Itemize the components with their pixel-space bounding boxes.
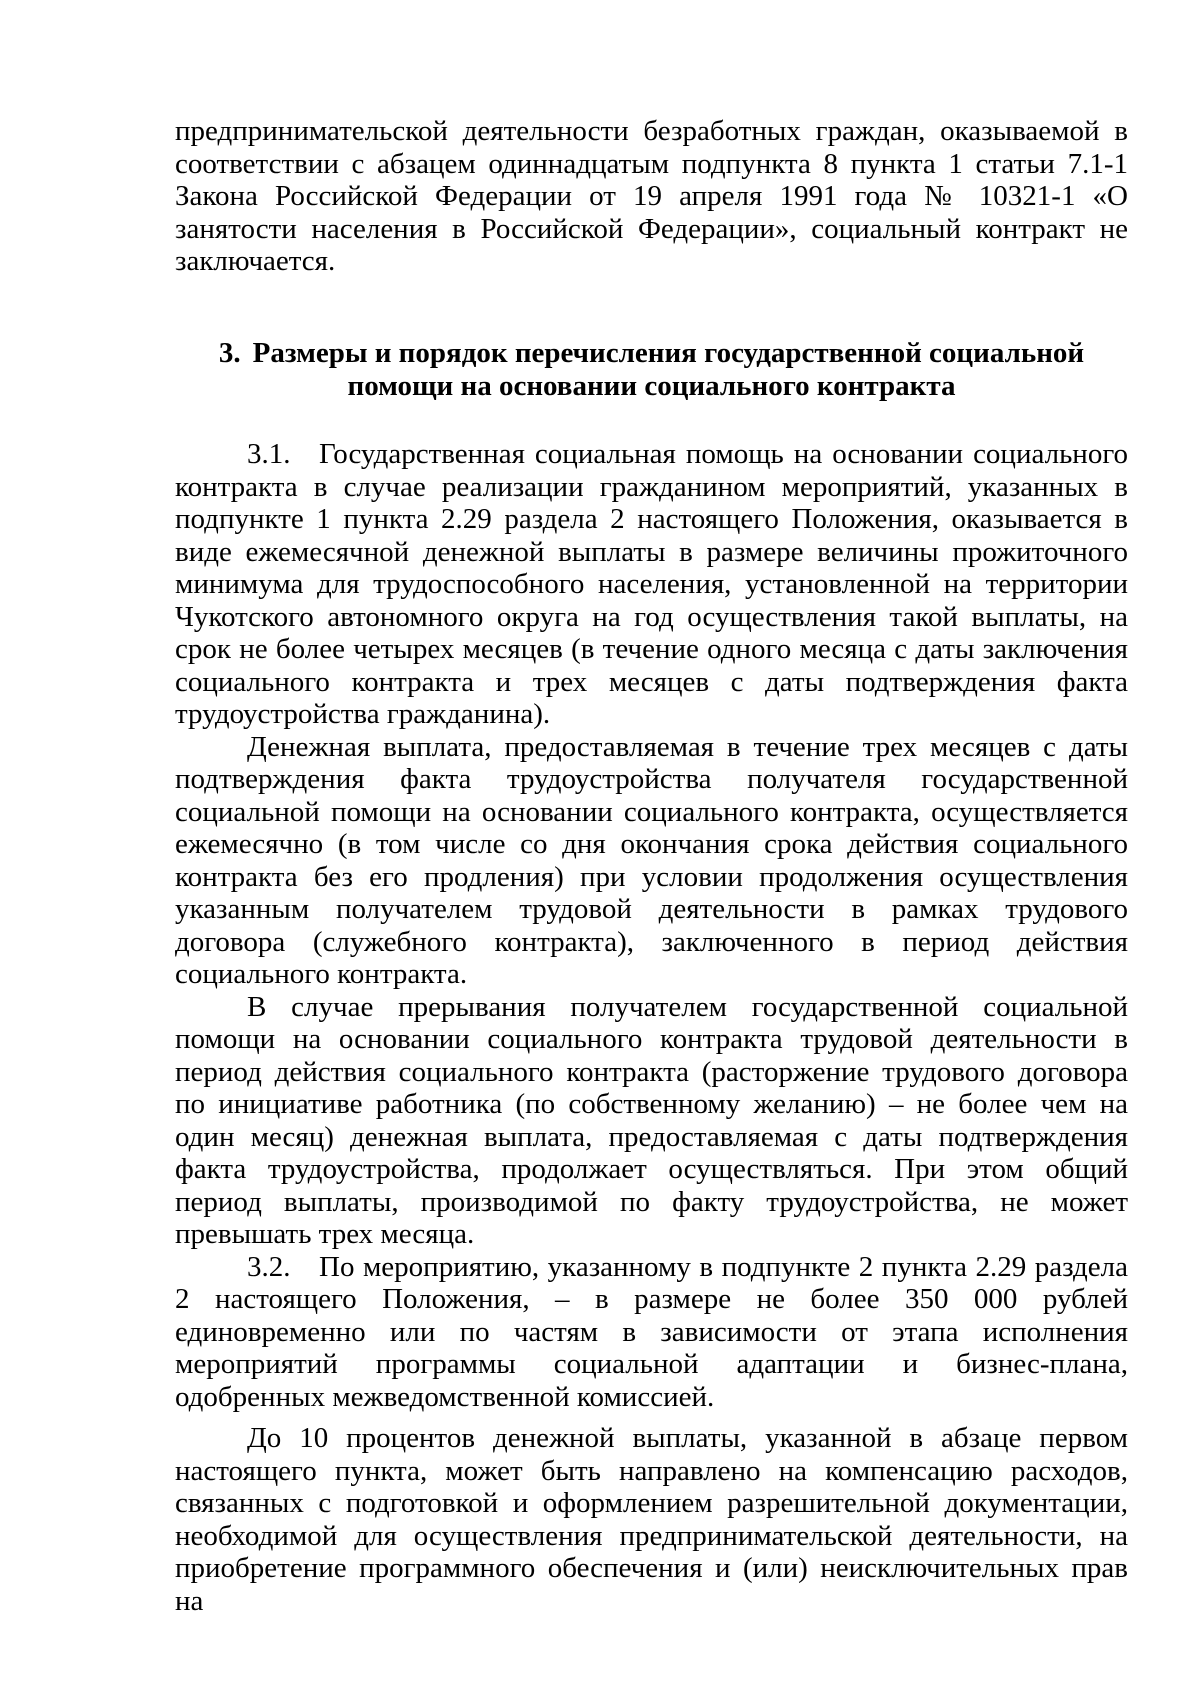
paragraph-3-1-c: В случае прерывания получателем государственной социальной помощи на основании социального контракта трудовой деятельности в период действия социального контракта (расторжение трудового договора по инициативе работника (по собственному желанию) – не более чем на один месяц) денежная выплата, предоставляемая с даты подтверждения факта трудоустройства, продолжает осуществляться. При этом общий период выплаты, производимой по факту трудоустройства, не может превышать трех месяца. [175, 990, 1128, 1250]
body-text-block [175, 438, 1128, 1617]
item-3-1 [175, 438, 1128, 731]
intro-text-block [175, 115, 1128, 278]
paragraph-3-1-b: Денежная выплата, предоставляемая в течение трех месяцев с даты подтверждения факта трудоустройства получателя государственной социальной помощи на основании социального контракта, осуществляется ежемесячно (в том числе со дня окончания срока действия социального контракта без его продления) при условии продолжения осуществления указанным получателем трудовой деятельности в рамках трудового договора (служебного контракта), заключенного в период действия социального контракта. [175, 730, 1128, 990]
intro-paragraph: предпринимательской деятельности безработных граждан, оказываемой в соответствии с абзацем одиннадцатым подпункта 8 пункта 1 статьи 7.1-1 Закона Российской Федерации от 19 апреля 1991 года № 10321-1 «О занятости населения в Российской Федерации», социальный контракт не заключается. [175, 115, 1128, 277]
section-title-line1: Размеры и порядок перечисления государственной социальной [252, 337, 1085, 369]
section-number: 3. [218, 337, 241, 369]
item-number: 3.1. [247, 438, 291, 470]
section-heading [175, 337, 1128, 403]
paragraph-3-2-b: До 10 процентов денежной выплаты, указанной в абзаце первом настоящего пункта, может быть направлено на компенсацию расходов, связанных с подготовкой и оформлением разрешительной документации, необходимой для осуществления предпринимательской деятельности, на приобретение программного обеспечения и (или) неисключительных прав на [175, 1422, 1128, 1617]
item-text: Государственная социальная помощь на основании социального контракта в случае реализации гражданином мероприятий, указанных в подпункте 1 пункта 2.29 раздела 2 настоящего Положения, оказывается в виде ежемесячной денежной выплаты в размере величины прожиточного минимума для трудоспособного населения, установленной на территории Чукотского автономного округа на год осуществления такой выплаты, на срок не более четырех месяцев (в течение одного месяца с даты заключения социального контракта и трех месяцев с даты подтверждения факта трудоустройства гражданина). [175, 438, 1128, 730]
item-number: 3.2. [247, 1250, 291, 1283]
item-text: По мероприятию, указанному в подпункте 2 пункта 2.29 раздела 2 настоящего Положения, – в размере не более 350 000 рублей единовременно или по частям в зависимости от этапа исполнения мероприятий программы социальной адаптации и бизнес-плана, одобренных межведомственной комиссией. [175, 1250, 1128, 1413]
section-title-line2: помощи на основании социального контракта [347, 370, 956, 402]
paragraph-spacer [175, 1413, 1128, 1422]
item-3-2 [175, 1251, 1128, 1414]
